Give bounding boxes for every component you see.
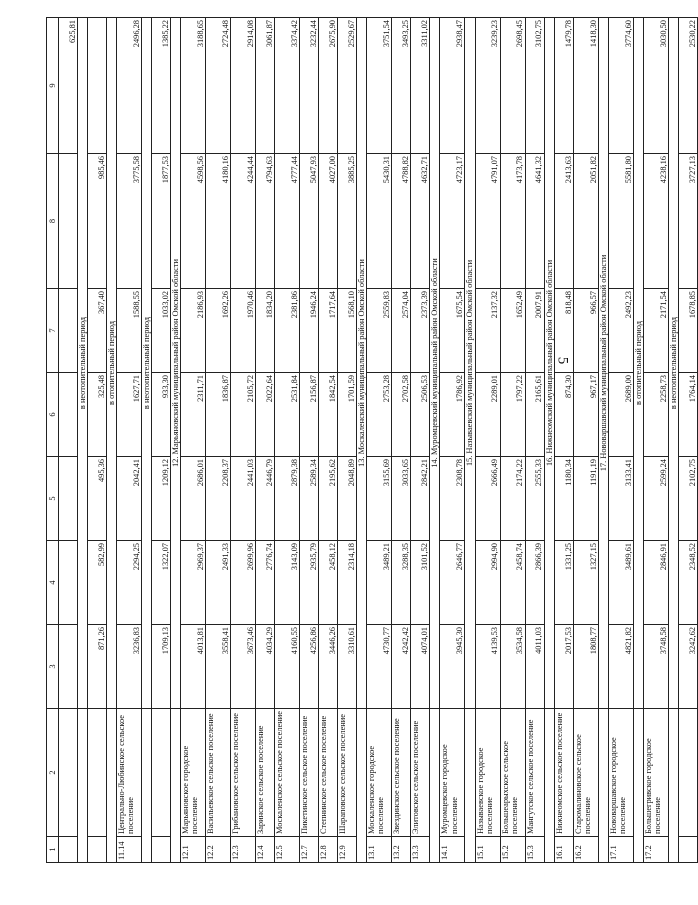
table-row	[152, 18, 171, 863]
group-header-label: 13. Москаленский муниципальный район Омской области	[357, 18, 367, 709]
group-header-spacer	[544, 709, 554, 863]
group-header-label: 16. Нижнеомский муниципальный район Омской области	[544, 18, 554, 709]
value-cell: 2574,04	[392, 289, 411, 373]
value-cell: 2492,23	[608, 289, 633, 373]
column-header: 2	[47, 709, 59, 837]
row-index: 12.1	[181, 837, 206, 863]
value-cell: 367,40	[88, 289, 107, 373]
table-row	[525, 18, 544, 863]
row-index: 12.9	[338, 837, 357, 863]
value-cell: 5047,93	[300, 154, 319, 289]
value-cell: 3748,58	[643, 625, 668, 709]
table-row	[573, 18, 598, 863]
value-cell: 3885,25	[338, 154, 357, 289]
value-cell: 2195,62	[319, 457, 338, 541]
settlement-name: Грибановское сельское поселение	[231, 709, 256, 837]
row-index	[152, 837, 171, 863]
table-row	[554, 18, 573, 863]
value-cell: 2174,22	[500, 457, 525, 541]
value-cell: 1327,15	[573, 541, 598, 625]
value-cell: 2381,86	[275, 289, 300, 373]
table-row	[367, 18, 392, 863]
value-cell: 2289,01	[475, 373, 500, 457]
value-cell: 1191,19	[573, 457, 598, 541]
value-cell: 2294,25	[117, 541, 142, 625]
table-row	[392, 18, 411, 863]
value-cell: 3374,42	[275, 18, 300, 154]
value-cell: 1678,85	[678, 289, 697, 373]
group-header-spacer	[465, 709, 475, 863]
value-cell: 1033,02	[152, 289, 171, 373]
value-cell: 1385,22	[152, 18, 171, 154]
value-cell: 4788,82	[392, 154, 411, 289]
settlement-name: Пикетинское сельское поселение	[300, 709, 319, 837]
value-cell: 1675,54	[440, 289, 465, 373]
value-cell: 4777,44	[275, 154, 300, 289]
value-cell: 3945,30	[440, 625, 465, 709]
table-row	[117, 18, 142, 863]
row-index: 12.2	[206, 837, 231, 863]
group-header-row	[142, 18, 152, 863]
settlement-name: Степнинское сельское поселение	[319, 709, 338, 837]
row-index: 15.2	[500, 837, 525, 863]
value-cell: 3242,62	[678, 625, 697, 709]
value-cell: 3727,13	[678, 154, 697, 289]
value-cell: 3102,75	[525, 18, 544, 154]
settlement-name: Большеарыхское сельское поселение	[500, 709, 525, 837]
value-cell: 4256,86	[300, 625, 319, 709]
table-row	[275, 18, 300, 863]
value-cell: 985,46	[88, 154, 107, 289]
value-cell: 4723,17	[440, 154, 465, 289]
table-row	[181, 18, 206, 863]
value-cell: 4641,32	[525, 154, 544, 289]
group-header-row	[107, 18, 117, 863]
value-cell: 3232,44	[300, 18, 319, 154]
value-cell	[88, 18, 107, 154]
rotated-table-container	[46, 18, 697, 863]
group-header-label: в отопительный период	[633, 18, 643, 709]
value-cell: 3489,61	[608, 541, 633, 625]
value-cell: 3288,35	[392, 541, 411, 625]
value-cell: 3558,41	[206, 625, 231, 709]
column-header: 6	[47, 373, 59, 457]
group-header-spacer	[78, 709, 88, 863]
value-cell: 2531,84	[275, 373, 300, 457]
value-cell: 2776,74	[256, 541, 275, 625]
value-cell: 2646,77	[440, 541, 465, 625]
group-header-spacer	[430, 709, 440, 863]
settlement-name: Называевское городское поселение	[475, 709, 500, 837]
value-cell: 4794,63	[256, 154, 275, 289]
value-cell: 2846,91	[643, 541, 668, 625]
value-cell: 2938,47	[440, 18, 465, 154]
value-cell: 2589,34	[300, 457, 319, 541]
value-cell: 1331,25	[554, 541, 573, 625]
value-cell: 4173,78	[500, 154, 525, 289]
value-cell: 1180,34	[554, 457, 573, 541]
value-cell: 4139,53	[475, 625, 500, 709]
value-cell: 495,36	[88, 457, 107, 541]
value-cell: 4013,81	[181, 625, 206, 709]
value-cell: 3493,25	[392, 18, 411, 154]
row-index	[678, 837, 697, 863]
row-index: 17.2	[643, 837, 668, 863]
value-cell: 2048,89	[338, 457, 357, 541]
value-cell: 2102,75	[678, 457, 697, 541]
settlement-name: Муромцевское городское поселение	[440, 709, 465, 837]
value-cell: 1786,92	[440, 373, 465, 457]
table-row	[338, 18, 357, 863]
page-number: 5	[554, 356, 571, 365]
value-cell: 2666,49	[475, 457, 500, 541]
value-cell: 1834,20	[256, 289, 275, 373]
value-cell: 4238,16	[643, 154, 668, 289]
value-cell: 1808,77	[573, 625, 598, 709]
table-row	[411, 18, 430, 863]
value-cell: 2969,37	[181, 541, 206, 625]
value-cell: 3489,21	[367, 541, 392, 625]
table-row	[88, 18, 107, 863]
value-cell: 582,99	[88, 541, 107, 625]
table-row	[678, 18, 697, 863]
settlement-name: Мангутское сельское поселение	[525, 709, 544, 837]
value-cell	[59, 457, 78, 541]
value-cell: 2866,39	[525, 541, 544, 625]
value-cell: 2935,79	[300, 541, 319, 625]
value-cell	[59, 289, 78, 373]
value-cell: 4034,29	[256, 625, 275, 709]
value-cell: 2017,53	[554, 625, 573, 709]
value-cell: 2491,33	[206, 541, 231, 625]
group-header-spacer	[357, 709, 367, 863]
value-cell: 2007,91	[525, 289, 544, 373]
row-index: 12.4	[256, 837, 275, 863]
value-cell: 1709,13	[152, 625, 171, 709]
row-index: 12.8	[319, 837, 338, 863]
group-header-spacer	[107, 709, 117, 863]
group-header-label: в неотопительный период	[142, 18, 152, 709]
settlement-name: Нововаршавское городское поселение	[608, 709, 633, 837]
value-cell: 5581,80	[608, 154, 633, 289]
value-cell: 1322,07	[152, 541, 171, 625]
group-header-row	[171, 18, 181, 863]
value-cell: 2599,24	[643, 457, 668, 541]
value-cell: 3311,02	[411, 18, 430, 154]
value-cell: 2308,78	[440, 457, 465, 541]
column-header: 8	[47, 154, 59, 289]
value-cell: 3030,50	[643, 18, 668, 154]
row-index: 12.5	[275, 837, 300, 863]
value-cell: 2686,01	[181, 457, 206, 541]
value-cell: 3101,52	[411, 541, 430, 625]
value-cell: 3061,87	[256, 18, 275, 154]
value-cell: 2530,22	[678, 18, 697, 154]
group-header-label: 12. Марьяновский муниципальный район Омской области	[171, 18, 181, 709]
value-cell: 1946,24	[300, 289, 319, 373]
value-cell: 3446,26	[319, 625, 338, 709]
value-cell: 2208,37	[206, 457, 231, 541]
group-header-row	[544, 18, 554, 863]
value-cell: 4160,55	[275, 625, 300, 709]
value-cell: 1970,46	[231, 289, 256, 373]
value-cell: 4632,71	[411, 154, 430, 289]
value-cell: 625,81	[59, 18, 78, 154]
value-cell: 4730,77	[367, 625, 392, 709]
value-cell: 2137,32	[475, 289, 500, 373]
value-cell: 3673,46	[231, 625, 256, 709]
group-header-row	[668, 18, 678, 863]
value-cell: 4791,07	[475, 154, 500, 289]
value-cell: 2042,41	[117, 457, 142, 541]
column-header: 1	[47, 837, 59, 863]
value-cell: 2698,45	[500, 18, 525, 154]
value-cell: 2051,82	[573, 154, 598, 289]
value-cell: 1479,78	[554, 18, 573, 154]
table-row	[206, 18, 231, 863]
row-index	[59, 837, 78, 863]
value-cell: 2458,74	[500, 541, 525, 625]
value-cell: 3236,83	[117, 625, 142, 709]
value-cell: 2914,08	[231, 18, 256, 154]
table-row	[440, 18, 465, 863]
group-header-label: в неотопительный период	[78, 18, 88, 709]
value-cell: 2105,72	[231, 373, 256, 457]
row-index: 15.1	[475, 837, 500, 863]
settlement-name: Шараповское сельское поселение	[338, 709, 357, 837]
table-body	[59, 18, 698, 863]
value-cell: 2842,21	[411, 457, 430, 541]
value-cell: 2258,73	[643, 373, 668, 457]
group-header-label: 17. Нововаршавский муниципальный район Омской области	[598, 18, 608, 709]
value-cell: 2753,28	[367, 373, 392, 457]
group-header-label: в неотопительный период	[668, 18, 678, 709]
value-cell: 5430,31	[367, 154, 392, 289]
column-header: 3	[47, 625, 59, 709]
group-header-row	[357, 18, 367, 863]
value-cell: 3775,58	[117, 154, 142, 289]
value-cell: 2529,67	[338, 18, 357, 154]
group-header-spacer	[668, 709, 678, 863]
table-row	[256, 18, 275, 863]
value-cell: 1797,22	[500, 373, 525, 457]
table-row	[643, 18, 668, 863]
value-cell: 2675,90	[319, 18, 338, 154]
row-index: 13.3	[411, 837, 430, 863]
row-index: 13.1	[367, 837, 392, 863]
row-index: 12.3	[231, 837, 256, 863]
value-cell: 2314,18	[338, 541, 357, 625]
group-header-label: 15. Называевский муниципальный район Омской области	[465, 18, 475, 709]
settlement-name	[88, 709, 107, 837]
value-cell: 4180,16	[206, 154, 231, 289]
settlement-name	[152, 709, 171, 837]
group-header-row	[633, 18, 643, 863]
value-cell: 1877,53	[152, 154, 171, 289]
settlement-name	[678, 709, 697, 837]
tariff-table	[46, 17, 698, 863]
value-cell: 1588,55	[117, 289, 142, 373]
value-cell: 2994,90	[475, 541, 500, 625]
settlement-name: Центрально-Любинское сельское поселение	[117, 709, 142, 837]
value-cell: 2171,54	[643, 289, 668, 373]
settlement-name	[59, 709, 78, 837]
value-cell: 1418,30	[573, 18, 598, 154]
group-header-row	[598, 18, 608, 863]
value-cell: 4244,44	[231, 154, 256, 289]
value-cell: 4598,56	[181, 154, 206, 289]
header-row	[47, 18, 59, 863]
value-cell: 2559,83	[367, 289, 392, 373]
group-header-label: в отопительный период	[107, 18, 117, 709]
value-cell: 1717,64	[319, 289, 338, 373]
settlement-name: Москаленское сельское поселение	[275, 709, 300, 837]
group-header-row	[78, 18, 88, 863]
value-cell: 1692,26	[206, 289, 231, 373]
value-cell: 3188,65	[181, 18, 206, 154]
group-header-label: 14. Муромцевский муниципальный район Омской области	[430, 18, 440, 709]
group-header-spacer	[142, 709, 152, 863]
row-index: 13.2	[392, 837, 411, 863]
value-cell: 2373,39	[411, 289, 430, 373]
value-cell: 2458,12	[319, 541, 338, 625]
value-cell: 3133,41	[608, 457, 633, 541]
value-cell	[59, 625, 78, 709]
value-cell: 2441,03	[231, 457, 256, 541]
value-cell: 4027,00	[319, 154, 338, 289]
value-cell: 2156,87	[300, 373, 319, 457]
row-index: 16.2	[573, 837, 598, 863]
value-cell: 2446,79	[256, 457, 275, 541]
value-cell: 1568,10	[338, 289, 357, 373]
row-index: 16.1	[554, 837, 573, 863]
row-index: 12.7	[300, 837, 319, 863]
table-row	[319, 18, 338, 863]
group-header-row	[465, 18, 475, 863]
value-cell: 4011,03	[525, 625, 544, 709]
settlement-name: Васильевское сельское поселение	[206, 709, 231, 837]
value-cell: 2311,71	[181, 373, 206, 457]
value-cell: 2496,28	[117, 18, 142, 154]
settlement-name: Москаленское городское поселение	[367, 709, 392, 837]
value-cell: 2702,58	[392, 373, 411, 457]
group-header-row	[430, 18, 440, 863]
value-cell: 3239,23	[475, 18, 500, 154]
table-row	[231, 18, 256, 863]
value-cell: 2348,52	[678, 541, 697, 625]
value-cell: 874,30	[554, 373, 573, 457]
value-cell: 3774,60	[608, 18, 633, 154]
row-index: 14.1	[440, 837, 465, 863]
settlement-name: Звездинское сельское поселение	[392, 709, 411, 837]
settlement-name: Марьяновское городское поселение	[181, 709, 206, 837]
value-cell: 325,48	[88, 373, 107, 457]
value-cell: 2186,93	[181, 289, 206, 373]
table-row	[59, 18, 78, 863]
value-cell: 966,57	[573, 289, 598, 373]
value-cell: 871,26	[88, 625, 107, 709]
row-index	[88, 837, 107, 863]
value-cell: 2555,33	[525, 457, 544, 541]
settlement-name: Нижнеомское сельское поселение	[554, 709, 573, 837]
value-cell: 2724,48	[206, 18, 231, 154]
value-cell: 4821,82	[608, 625, 633, 709]
column-header: 5	[47, 457, 59, 541]
row-index: 17.1	[608, 837, 633, 863]
settlement-name: Большегривское городское поселение	[643, 709, 668, 837]
value-cell: 2699,96	[231, 541, 256, 625]
value-cell: 3143,09	[275, 541, 300, 625]
value-cell: 818,48	[554, 289, 573, 373]
column-header: 7	[47, 289, 59, 373]
value-cell: 1652,49	[500, 289, 525, 373]
value-cell: 967,17	[573, 373, 598, 457]
table-row	[475, 18, 500, 863]
group-header-spacer	[633, 709, 643, 863]
table-row	[300, 18, 319, 863]
value-cell: 2022,64	[256, 373, 275, 457]
value-cell	[59, 154, 78, 289]
value-cell: 2413,63	[554, 154, 573, 289]
value-cell: 3155,69	[367, 457, 392, 541]
row-index: 15.3	[525, 837, 544, 863]
column-header: 4	[47, 541, 59, 625]
value-cell: 3033,65	[392, 457, 411, 541]
value-cell: 1627,71	[117, 373, 142, 457]
settlement-name: Заринское сельское поселение	[256, 709, 275, 837]
value-cell: 3751,54	[367, 18, 392, 154]
value-cell: 1836,87	[206, 373, 231, 457]
value-cell: 2879,38	[275, 457, 300, 541]
value-cell: 4074,01	[411, 625, 430, 709]
value-cell: 3534,58	[500, 625, 525, 709]
value-cell: 1209,12	[152, 457, 171, 541]
value-cell: 1842,54	[319, 373, 338, 457]
table-row	[608, 18, 633, 863]
value-cell: 933,30	[152, 373, 171, 457]
value-cell: 2506,53	[411, 373, 430, 457]
value-cell: 2689,00	[608, 373, 633, 457]
value-cell: 3310,61	[338, 625, 357, 709]
settlement-name: Старомалиновское сельское поселение	[573, 709, 598, 837]
value-cell: 2165,61	[525, 373, 544, 457]
value-cell	[59, 373, 78, 457]
value-cell: 4242,42	[392, 625, 411, 709]
group-header-spacer	[598, 709, 608, 863]
column-header: 9	[47, 18, 59, 154]
value-cell	[59, 541, 78, 625]
row-index: 11.14	[117, 837, 142, 863]
settlement-name: Элитовское сельское поселение	[411, 709, 430, 837]
group-header-spacer	[171, 709, 181, 863]
value-cell: 1701,59	[338, 373, 357, 457]
table-row	[500, 18, 525, 863]
value-cell: 1764,14	[678, 373, 697, 457]
